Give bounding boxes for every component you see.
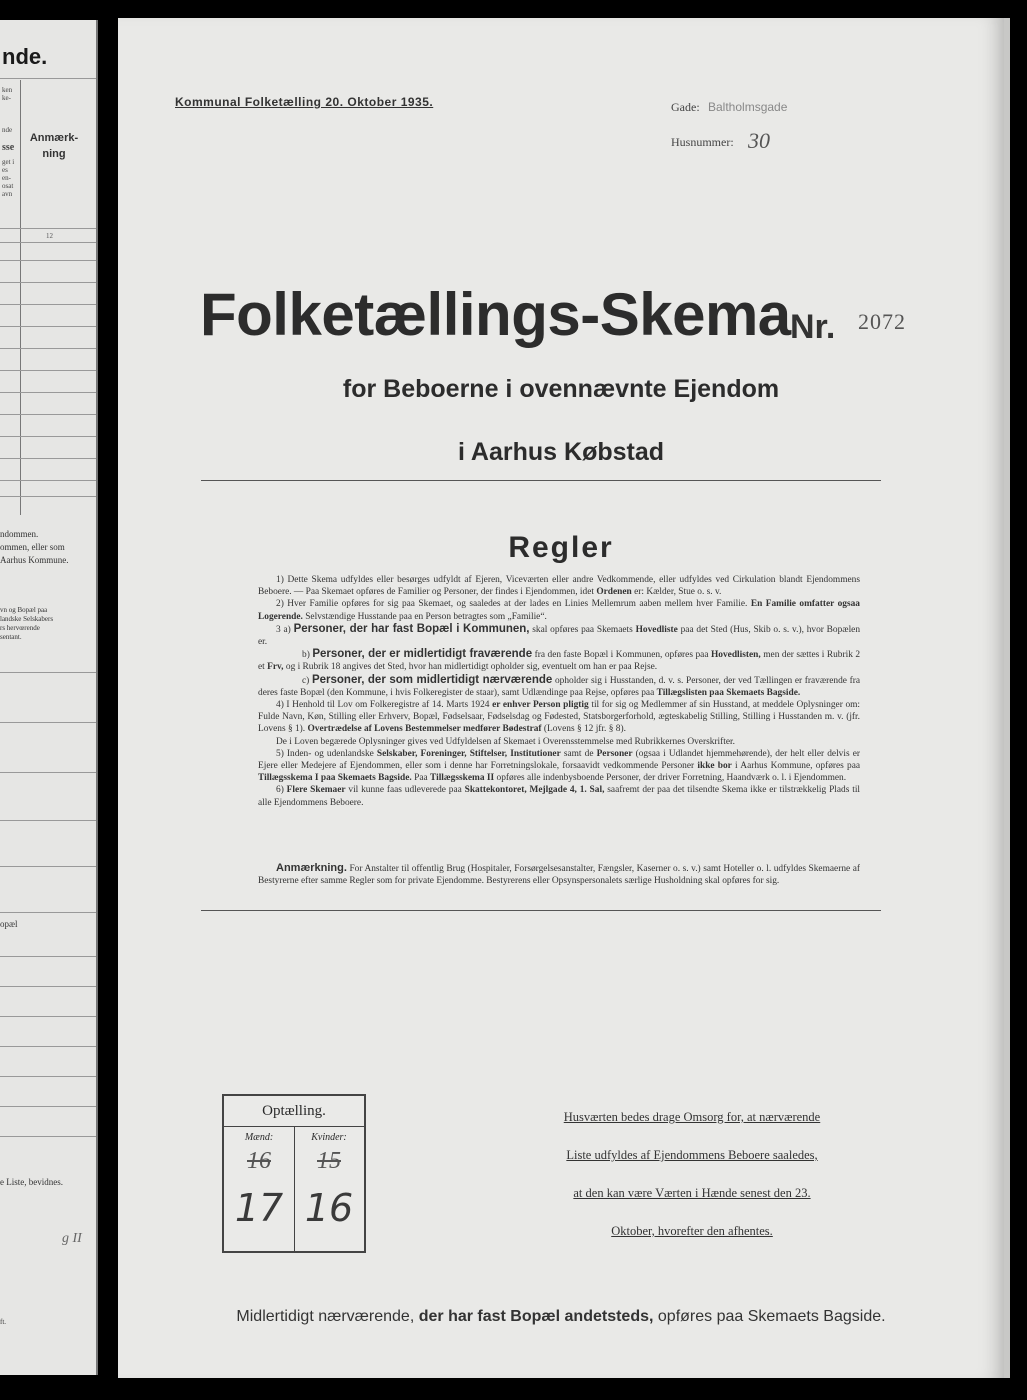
landlord-notice [522,1098,862,1250]
anmaerkning-label: Anmærkning. [276,862,347,874]
rule-5: 5) Inden- og udenlandske Selskaber, Foreninger, Stiftelser, Institutioner samt de Personer (ogsaa i Udlandet hjemmehørende), der helt eller delvis er Ejere eller Medejere af Ejendommen, eller som i denne har Forretningslokale, forsaavidt vedkommende Personer ikke bor i Aarhus Kommune, opføres paa Tillægsskema I paa Skemaets Bagside. Paa Tillægsskema II opføres alle indenbysboende Personer, der driver Forretning, Haandværk o. l. i Ejendommen. [258,748,861,784]
divider [201,910,881,911]
divider [201,480,881,481]
anmaerkning-text: For Anstalter til offentlig Brug (Hospitaler, Forsørgelsesanstalter, Fængsler, Kaserner o. s. v.) samt Hoteller o. l. udfyldes Skemaerne af Bestyrerne efter samme Regler som for private Ejendomme. Bestyrerens eller Opsynspersonalets særlige Husholdning skal opføres for sig. [258,864,860,887]
anmaerkning-column-head: Anmærk- ning [29,132,79,160]
footer-note [118,1308,1004,1326]
husnummer-value: 30 [748,128,770,153]
rule-3c: c) Personer, der som midlertidigt nærværende opholder sig i Husstanden, d. v. s. Personer, der ved Tællingen er fraværende fra deres faste Bopæl (den Kommune, i hvis Folkeregister de staar), samt Udlændinge paa Rejse, opføres paa Tillægslisten paa Skemaets Bagside. [258,673,861,698]
footer-post: opføres paa Skemaets Bagside. [657,1308,886,1325]
column-number: 12 [46,232,53,240]
rules-body [258,574,860,809]
footer-pre: Midlertidigt nærværende, [236,1308,415,1325]
kvinder-count: 16 [304,1186,354,1230]
notice-line: Husværten bedes drage Omsorg for, at nærværende [563,1110,821,1124]
husnummer-label: Husnummer: [671,135,734,149]
left-page-text: e Liste, bevidnes. [0,1177,63,1187]
rule-1: 1) Dette Skema udfyldes eller besørges udfyldt af Ejeren, Viceværten eller andre Vedkommende, eller udfyldes ved Cirkulation blandt Ejendommens Beboere. — Paa Skemaet opføres de Familier og Personer, der findes i Ejendommen, idet Ordenen er: Kælder, Stue o. s. v. [258,575,860,598]
kvinder-old-count: 15 [317,1148,341,1174]
left-col-fragment: nde [2,126,13,134]
census-form-page [118,18,1010,1378]
count-box-title: Optælling. [224,1096,364,1127]
form-title: Folketællings-Skema [200,281,791,348]
left-col-fragment: get i es en- osat avn [2,158,15,198]
rule-3a: 3 a) Personer, der har fast Bopæl i Kommunen, skal opføres paa Skemaets Hovedliste paa det Sted (Hus, Skib o. s. v.), hvor Bopælen er. [258,622,861,648]
left-page-text: ft. [0,1318,7,1326]
maend-label: Mænd: [244,1132,274,1143]
maend-old-count: 16 [247,1148,271,1174]
count-box [222,1094,366,1253]
left-page-text: ndommen. ommen, eller som Aarhus Kommune. [0,529,69,565]
form-subtitle-city: i Aarhus Købstad [457,438,665,466]
form-number-label: Nr. [790,308,836,346]
rule-4-note: De i Loven begærede Oplysninger gives ved Udfyldelsen af Skemaet i Overensstemmelse med Rubrikkernes Overskrifter. [276,736,735,747]
rule-4: 4) I Henhold til Lov om Folkeregistre af 14. Marts 1924 er enhver Person pligtig til for sig og Medlemmer af sin Husstand, at meddele Oplysninger om: Fulde Navn, Køn, Stilling eller Erhverv, Bopæl, Fødselsaar, Fødselsdag og Fødested, Statsborgerforhold, ægteskabelig Stilling, Stilling i Husstanden m. v. (jfr. Lovens § 1). Overtrædelse af Lovens Bestemmelser medfører Bødestraf (Lovens § 12 jfr. § 8). [258,700,861,735]
notice-line: Oktober, hvorefter den afhentes. [611,1224,773,1238]
footer-bold: der har fast Bopæl andetsteds, [418,1308,654,1325]
left-page-rule [0,78,96,79]
kvinder-label: Kvinder: [311,1132,347,1143]
census-header: Kommunal Folketælling 20. Oktober 1935. [175,95,434,109]
left-col-fragment: sse [2,142,15,153]
rule-6: 6) Flere Skemaer vil kunne faas udleverede paa Skattekontoret, Mejlgade 4, 1. Sal, saafremt der paa det tilsendte Skema ikke er tilstrækkelig Plads til alle Ejendommens Beboere. [258,785,861,808]
left-page-fragment [0,20,98,1375]
anmaerkning-note [258,862,860,887]
rule-3b: b) Personer, der er midlertidigt fraværende fra den faste Bopæl i Kommunen, opføres paa Hovedlisten, men der sættes i Rubrik 2 et Frv, og i Rubrik 18 angives det Sted, hvor han midlertidigt opholder sig, eventuelt om han er paa Rejse. [258,648,861,673]
rules-heading: Regler [508,531,614,564]
gade-value: Baltholmsgade [708,100,788,114]
left-page-text: vn og Bopæl paa landske Selskabers rs hervœrende sentant. [0,606,54,641]
form-subtitle: for Beboerne i ovennævnte Ejendom [342,375,780,403]
left-col-fragment: ken ke- [2,86,13,102]
left-page-column-divider [20,80,21,515]
form-number-value: 2072 [858,309,906,334]
left-page-signature: g II [62,1231,82,1246]
notice-line: at den kan være Værten i Hænde senest den 23. [573,1186,811,1200]
notice-line: Liste udfyldes af Ejendommens Beboere saaledes, [566,1148,818,1162]
left-page-text: opæl [0,919,18,929]
maend-count: 17 [234,1186,284,1230]
left-page-title: nde. [2,44,48,69]
gade-label: Gade: [671,100,700,114]
rule-2: 2) Hver Familie opføres for sig paa Skemaet, og saaledes at der lades en Linies Mellemrum aaben mellem hver Familie. En Familie omfatter ogsaa Logerende. Selvstændige Husstande paa en Person betragtes som „Familie“. [258,599,860,622]
